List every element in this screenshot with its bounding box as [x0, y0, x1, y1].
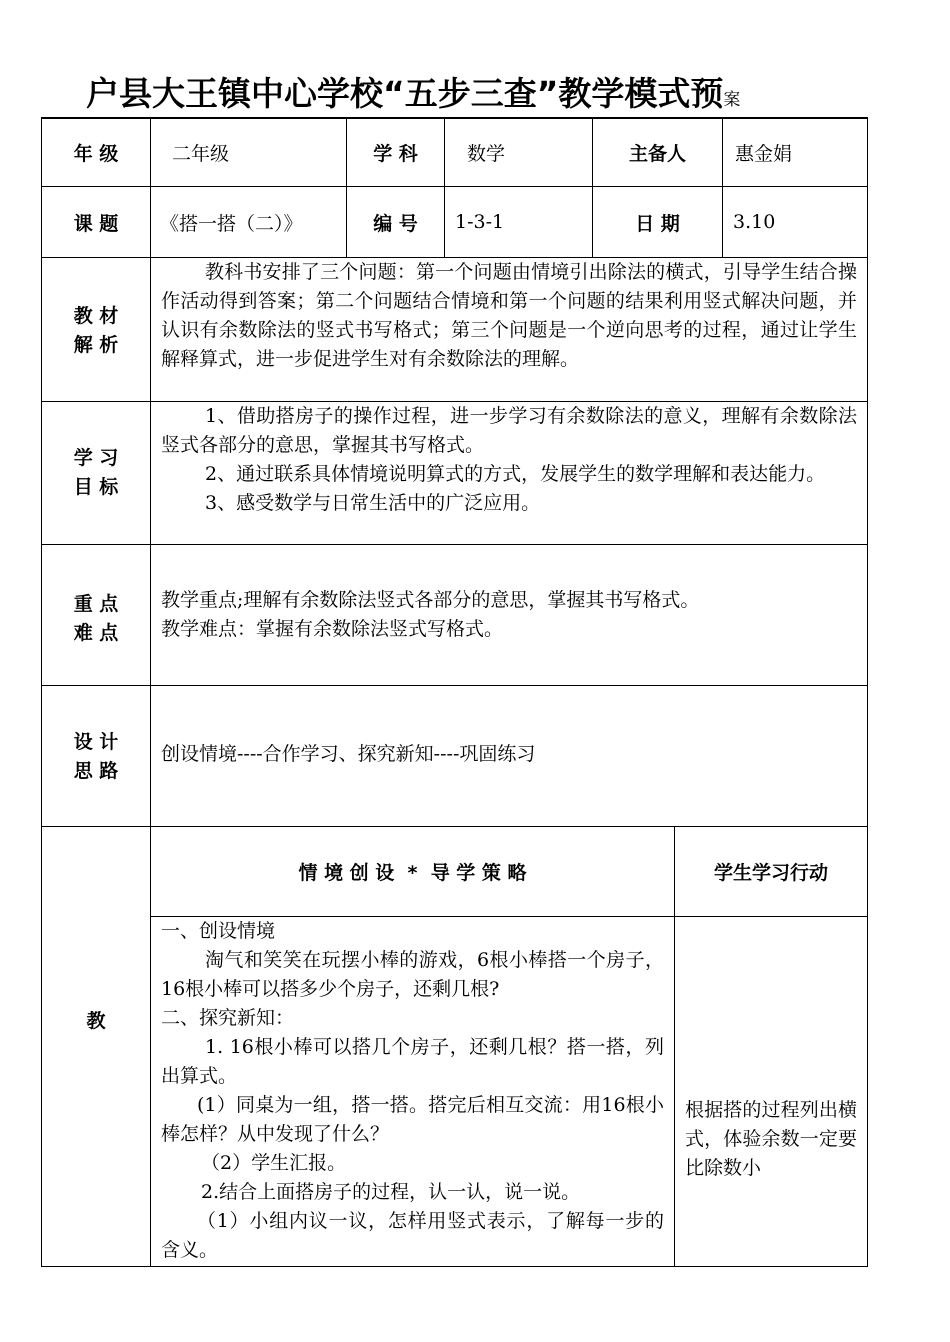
step-text: （1）小组内议一议，怎样用竖式表示，了解每一步的含义。 [161, 1210, 664, 1261]
teaching-label: 教 [86, 1010, 106, 1032]
grade-value: 二年级 [172, 143, 230, 165]
goals-list [161, 402, 857, 518]
section-heading: 二、探究新知： [161, 1007, 295, 1029]
step-text: 1. 16根小棒可以搭几个房子，还剩几根？搭一搭，列出算式。 [161, 1036, 664, 1087]
design-text: 创设情境----合作学习、探究新知----巩固练习 [161, 743, 536, 765]
keypoints-text [161, 586, 857, 644]
student-action-column-header: 学生学习行动 [713, 862, 828, 884]
step-text: (1）同桌为一组，搭一搭。搭完后相互交流：用16根小棒怎样？从中发现了什么？ [161, 1094, 664, 1145]
goal-2: 2、通过联系具体情境说明算式的方式，发展学生的数学理解和表达能力。 [205, 463, 826, 485]
document-title [86, 68, 740, 115]
goal-3: 3、感受数学与日常生活中的广泛应用。 [205, 492, 541, 514]
analysis-text: 教科书安排了三个问题：第一个问题由情境引出除法的横式，引导学生结合操作活动得到答案；第二个问题结合情境和第一个问题的结果利用竖式解决问题，并认识有余数除法的竖式书写格式；第三个问题是一个逆向思考的过程，通过让学生解释算式，进一步促进学生对有余数除法的理解。 [161, 261, 857, 370]
topic-value: 《搭一搭（二）》 [160, 212, 303, 235]
design-label: 设 计 思 路 [73, 731, 119, 782]
key-point: 教学重点;理解有余数除法竖式各部分的意思，掌握其书写格式。 [161, 589, 700, 611]
number-label: 编 号 [373, 212, 418, 235]
date-value: 3.10 [733, 211, 776, 233]
subject-value: 数学 [467, 143, 506, 165]
scenario-text: 淘气和笑笑在玩摆小棒的游戏，6根小棒搭一个房子，16根小棒可以搭多少个房子，还剩几根? [161, 949, 664, 1000]
student-action-text: 根据搭的过程列出横式，体验余数一定要比除数小 [685, 1099, 857, 1179]
preparer-label: 主备人 [628, 143, 686, 165]
preparer-value: 惠金娟 [735, 143, 793, 165]
goal-1: 1、借助搭房子的操作过程，进一步学习有余数除法的意义，理解有余数除法竖式各部分的意思，掌握其书写格式。 [161, 405, 857, 456]
analysis-label: 教 材 解 析 [73, 305, 119, 356]
number-value: 1-3-1 [455, 211, 505, 233]
step-text: 2.结合上面搭房子的过程，认一认，说一说。 [201, 1181, 581, 1203]
difficult-point: 教学难点：掌握有余数除法竖式写格式。 [161, 618, 504, 640]
keypoints-label: 重 点 难 点 [73, 593, 119, 644]
grade-label: 年 级 [73, 143, 119, 165]
title-suffix: 案 [723, 90, 741, 110]
section-heading: 一、创设情境 [161, 920, 276, 942]
strategy-column-header: 情 境 创 设 * 导 学 策 略 [298, 862, 527, 884]
subject-label: 学 科 [373, 143, 418, 165]
date-label: 日 期 [635, 212, 680, 235]
strategy-content [161, 917, 664, 1265]
goals-label: 学 习 目 标 [73, 447, 119, 498]
step-text: （2）学生汇报。 [201, 1152, 347, 1174]
title-main: 户县大王镇中心学校“五步三查”教学模式预 [86, 74, 724, 113]
topic-label: 课 题 [73, 212, 119, 235]
